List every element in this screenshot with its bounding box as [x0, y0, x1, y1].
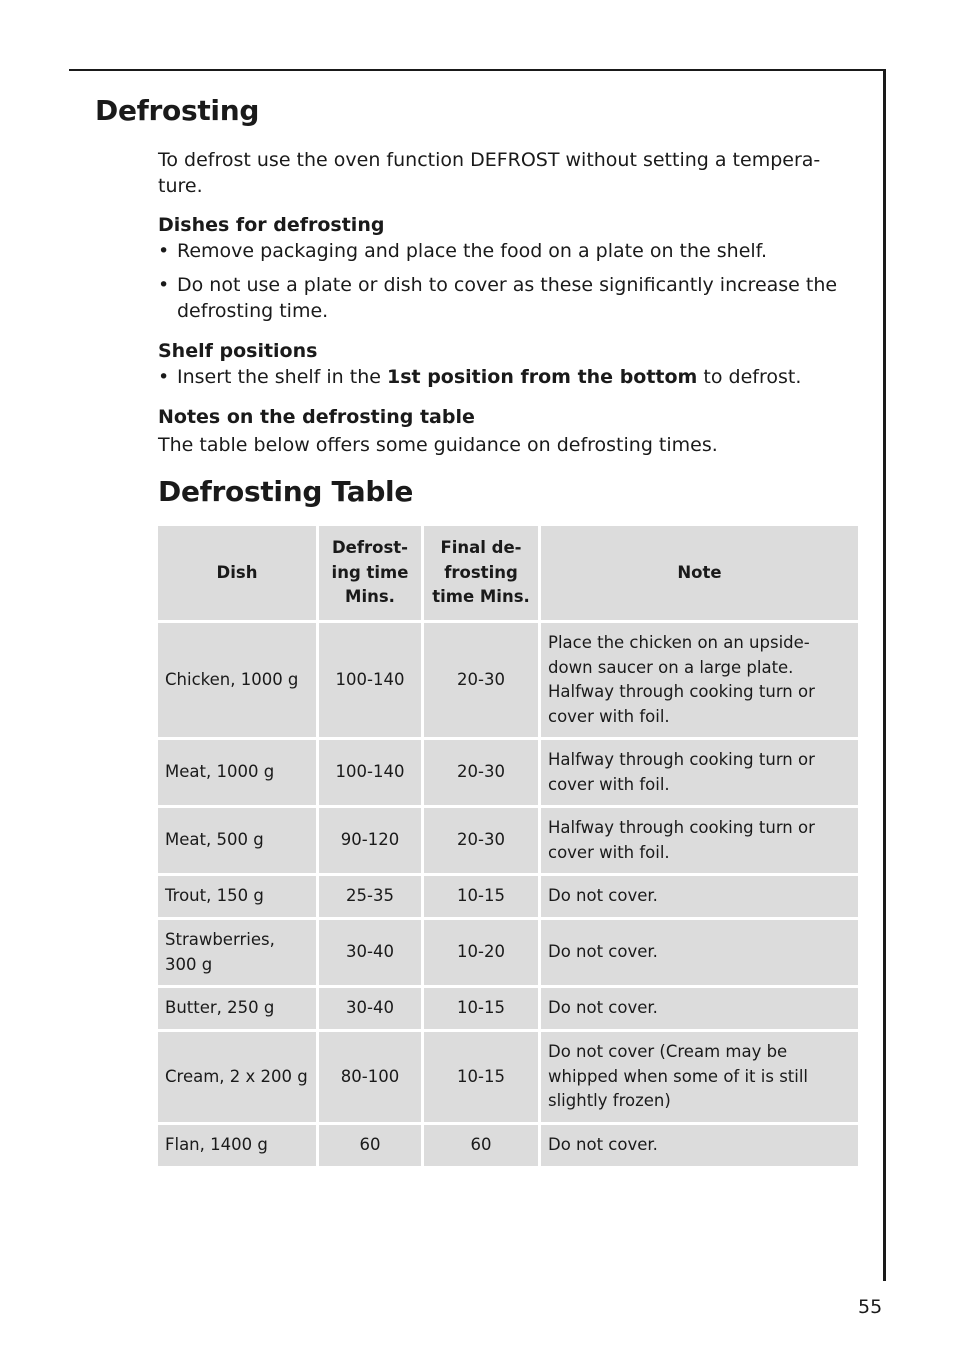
- table-row: [158, 920, 858, 985]
- shelf-text-post: to defrost.: [697, 366, 802, 388]
- bullet-icon: •: [158, 240, 170, 262]
- shelf-heading: Shelf positions: [158, 340, 318, 362]
- cell-dish: Cream, 2 x 200 g: [158, 1032, 316, 1122]
- cell-final-time: 20-30: [424, 740, 538, 805]
- top-rule: [69, 69, 886, 71]
- bullet-text: Remove packaging and place the food on a plate on the shelf.: [177, 240, 768, 262]
- cell-note: Do not cover (Cream may be whipped when some of it is still slightly frozen): [541, 1032, 858, 1122]
- cell-dish: Flan, 1400 g: [158, 1125, 316, 1166]
- content: [158, 147, 858, 1169]
- cell-defrost-time: 25-35: [319, 876, 421, 917]
- cell-note: Do not cover.: [541, 988, 858, 1029]
- cell-final-time: 10-15: [424, 988, 538, 1029]
- intro-text: To defrost use the oven function DEFROST without setting a tempera-ture.: [158, 149, 821, 197]
- table-row: [158, 1125, 858, 1166]
- table-row: [158, 623, 858, 737]
- cell-note: Do not cover.: [541, 920, 858, 985]
- bullet-icon: •: [158, 366, 170, 388]
- cell-note: Halfway through cooking turn or cover with foil.: [541, 808, 858, 873]
- cell-final-time: 20-30: [424, 623, 538, 737]
- shelf-text-bold: 1st position from the bottom: [386, 366, 698, 388]
- table-row: [158, 988, 858, 1029]
- cell-defrost-time: 30-40: [319, 988, 421, 1029]
- list-item: [158, 364, 858, 390]
- cell-dish: Trout, 150 g: [158, 876, 316, 917]
- cell-note: Do not cover.: [541, 1125, 858, 1166]
- cell-final-time: 10-15: [424, 1032, 538, 1122]
- cell-note: Do not cover.: [541, 876, 858, 917]
- list-item: [158, 272, 858, 324]
- cell-dish: Meat, 1000 g: [158, 740, 316, 805]
- cell-dish: Meat, 500 g: [158, 808, 316, 873]
- page-title: Defrosting: [95, 94, 260, 127]
- list-item: [158, 238, 858, 264]
- cell-defrost-time: 100-140: [319, 740, 421, 805]
- bullet-icon: •: [158, 274, 170, 296]
- cell-dish: Butter, 250 g: [158, 988, 316, 1029]
- notes-text: The table below offers some guidance on defrosting times.: [158, 434, 718, 456]
- header-dish: Dish: [158, 526, 316, 620]
- cell-final-time: 10-15: [424, 876, 538, 917]
- cell-defrost-time: 80-100: [319, 1032, 421, 1122]
- cell-defrost-time: 100-140: [319, 623, 421, 737]
- cell-defrost-time: 90-120: [319, 808, 421, 873]
- table-row: [158, 876, 858, 917]
- cell-note: Place the chicken on an upside-down saucer on a large plate. Halfway through cooking turn or cover with foil.: [541, 623, 858, 737]
- notes-heading: Notes on the defrosting table: [158, 406, 475, 428]
- table-title: Defrosting Table: [158, 475, 414, 508]
- dishes-heading: Dishes for defrosting: [158, 214, 385, 236]
- bullet-text: Do not use a plate or dish to cover as these significantly increase the defrosting time.: [177, 274, 838, 322]
- table-row: [158, 808, 858, 873]
- shelf-text-pre: Insert the shelf in the: [177, 366, 387, 388]
- header-final-time: Final de-frosting time Mins.: [424, 526, 538, 620]
- cell-dish: Chicken, 1000 g: [158, 623, 316, 737]
- table-row: [158, 740, 858, 805]
- cell-final-time: 10-20: [424, 920, 538, 985]
- right-rule: [883, 69, 886, 1281]
- cell-dish: Strawberries, 300 g: [158, 920, 316, 985]
- cell-defrost-time: 60: [319, 1125, 421, 1166]
- defrosting-table: [155, 523, 861, 1169]
- header-defrost-time: Defrost-ing time Mins.: [319, 526, 421, 620]
- cell-final-time: 60: [424, 1125, 538, 1166]
- cell-note: Halfway through cooking turn or cover with foil.: [541, 740, 858, 805]
- cell-defrost-time: 30-40: [319, 920, 421, 985]
- table-row: [158, 1032, 858, 1122]
- cell-final-time: 20-30: [424, 808, 538, 873]
- page-number: 55: [858, 1296, 883, 1318]
- header-note: Note: [541, 526, 858, 620]
- table-header-row: [158, 526, 858, 620]
